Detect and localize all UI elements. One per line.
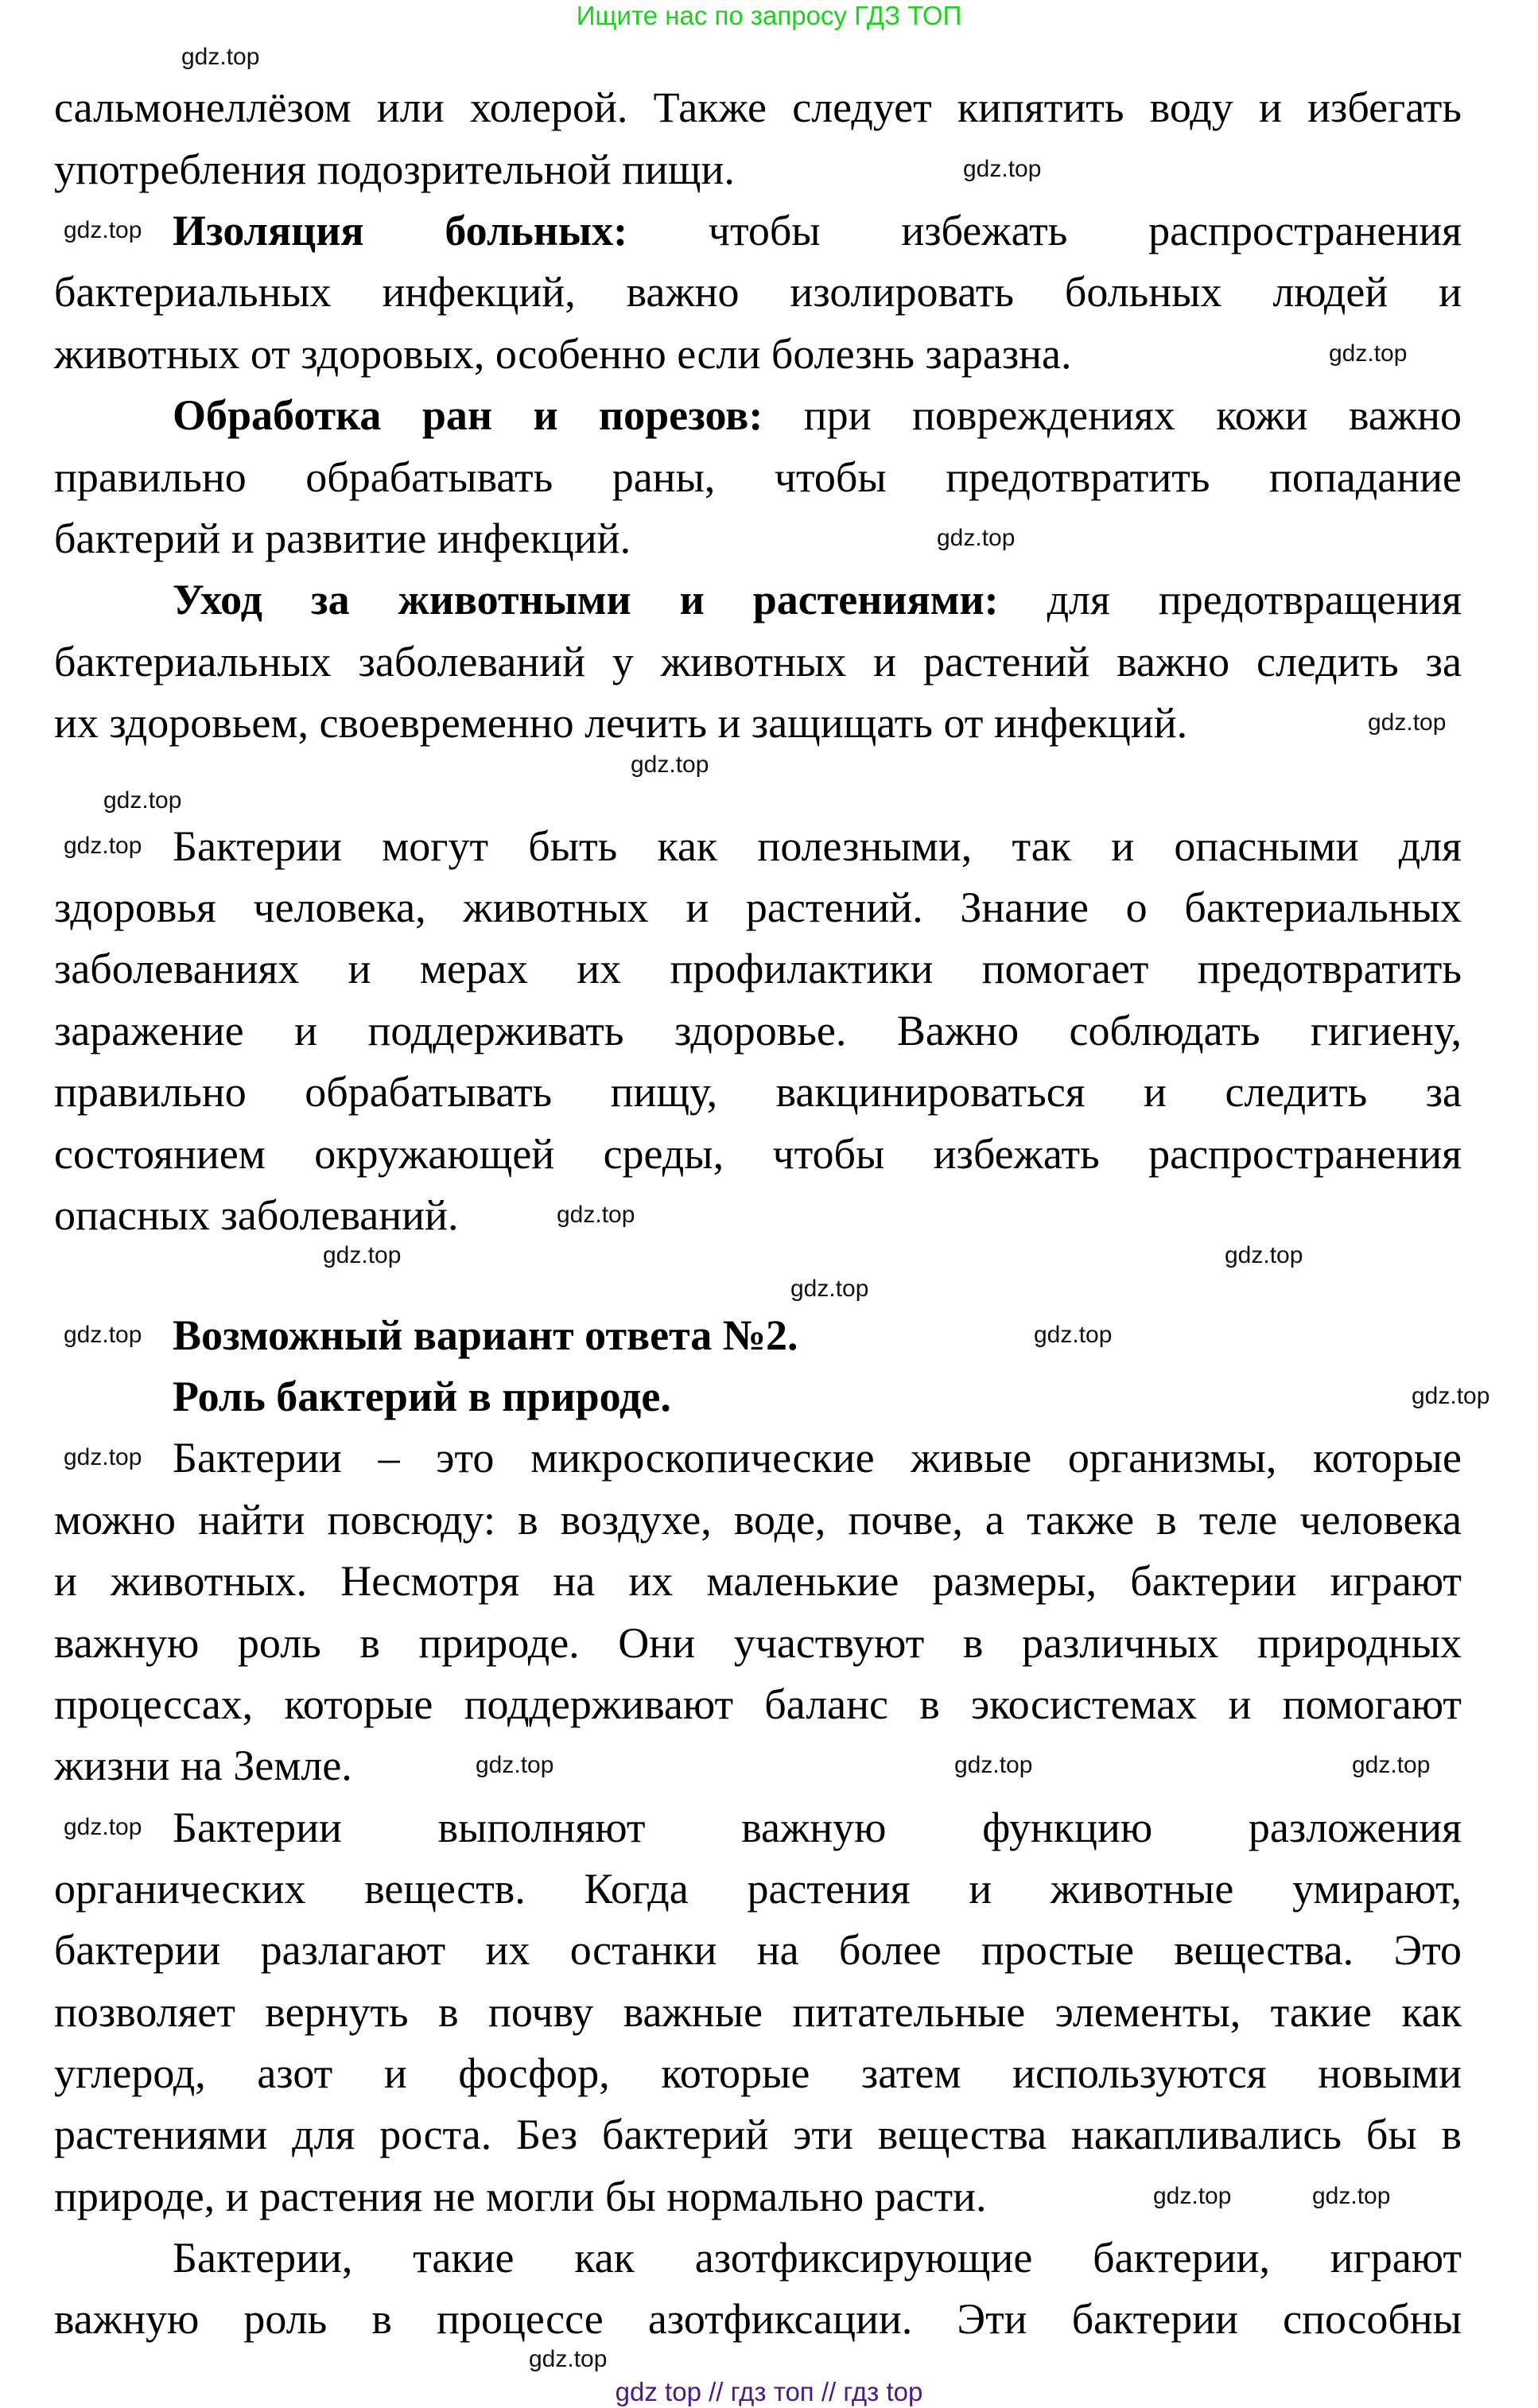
- watermark: gdz.top: [1225, 1242, 1303, 1268]
- text-line: [54, 1496, 1462, 1544]
- text-run: при повреждениях кожи важно: [763, 391, 1462, 439]
- text-line: [54, 2173, 1462, 2220]
- text-line: [54, 1619, 1462, 1667]
- watermark: gdz.top: [1034, 1322, 1113, 1348]
- bold-term: Возможный вариант ответа №2.: [173, 1311, 798, 1359]
- text-run: жизни на Земле.: [54, 1742, 352, 1789]
- text-line: [54, 330, 1462, 378]
- text-run: бактерии разлагают их останки на более простые вещества. Это: [54, 1926, 1462, 1974]
- watermark: gdz.top: [937, 525, 1016, 551]
- text-line: [54, 638, 1462, 686]
- text-run: употребления подозрительной пищи.: [54, 146, 735, 193]
- text-line: [54, 84, 1462, 131]
- watermark: gdz.top: [64, 833, 142, 859]
- text-line: [54, 1007, 1462, 1054]
- text-line: [54, 1680, 1462, 1728]
- text-run: Бактерии выполняют важную функцию разложения: [173, 1804, 1462, 1851]
- watermark: gdz.top: [557, 1202, 635, 1228]
- text-line: [173, 822, 1462, 870]
- watermark: gdz.top: [64, 1444, 142, 1470]
- site-footer: gdz top // гдз топ // гдз top: [615, 2377, 923, 2406]
- text-line: [54, 146, 1462, 193]
- text-run: органических веществ. Когда растения и животные умирают,: [54, 1865, 1462, 1913]
- watermark: gdz.top: [963, 156, 1042, 182]
- text-line: [54, 1742, 1462, 1789]
- watermark: gdz.top: [1368, 709, 1447, 736]
- text-line: [173, 391, 1462, 439]
- text-run: важную роль в процессе азотфиксации. Эти бактерии способны: [54, 2295, 1462, 2343]
- bold-term: Роль бактерий в природе.: [173, 1373, 671, 1420]
- watermark: gdz.top: [64, 1322, 142, 1348]
- text-run: растениями для роста. Без бактерий эти вещества накапливались бы в: [54, 2111, 1462, 2158]
- text-run: заражение и поддерживать здоровье. Важно соблюдать гигиену,: [54, 1007, 1462, 1054]
- bold-term: Уход за животными и растениями:: [173, 576, 999, 623]
- text-line: [54, 2295, 1462, 2343]
- text-line: [173, 2234, 1462, 2282]
- text-run: Бактерии могут быть как полезными, так и опасными для: [173, 822, 1462, 870]
- text-run: природе, и растения не могли бы нормально расти.: [54, 2173, 987, 2220]
- watermark: gdz.top: [1352, 1752, 1431, 1778]
- watermark: gdz.top: [64, 217, 142, 243]
- text-line: [54, 945, 1462, 992]
- text-run: для предотвращения: [998, 576, 1462, 623]
- text-run: Бактерии, такие как азотфиксирующие бактерии, играют: [173, 2234, 1462, 2282]
- text-line: [54, 2111, 1462, 2158]
- text-run: позволяет вернуть в почву важные питательные элементы, такие как: [54, 1988, 1462, 2036]
- text-line: [54, 1926, 1462, 1974]
- text-line: [54, 1988, 1462, 2036]
- watermark: gdz.top: [790, 1276, 869, 1302]
- watermark: gdz.top: [103, 787, 182, 814]
- watermark: gdz.top: [1153, 2183, 1232, 2209]
- watermark: gdz.top: [529, 2346, 608, 2372]
- text-line: [54, 699, 1462, 747]
- text-run: опасных заболеваний.: [54, 1191, 459, 1239]
- watermark: gdz.top: [64, 1814, 142, 1840]
- text-run: бактериальных заболеваний у животных и растений важно следить за: [54, 638, 1462, 686]
- text-run: заболеваниях и мерах их профилактики помогает предотвратить: [54, 945, 1462, 992]
- text-run: их здоровьем, своевременно лечить и защищать от инфекций.: [54, 699, 1188, 747]
- watermark: gdz.top: [1412, 1383, 1490, 1409]
- text-line: [54, 1557, 1462, 1605]
- text-line: [173, 1434, 1462, 1482]
- text-line: [173, 576, 1462, 623]
- bold-term: Изоляция больных:: [173, 207, 628, 254]
- text-run: углерод, азот и фосфор, которые затем используются новыми: [54, 2049, 1462, 2097]
- text-run: правильно обрабатывать пищу, вакцинироваться и следить за: [54, 1068, 1462, 1116]
- text-run: состоянием окружающей среды, чтобы избежать распространения: [54, 1130, 1462, 1178]
- text-run: правильно обрабатывать раны, чтобы предотвратить попадание: [54, 453, 1462, 501]
- text-line: [173, 1804, 1462, 1851]
- text-run: бактерий и развитие инфекций.: [54, 515, 631, 562]
- text-line: [54, 1865, 1462, 1913]
- text-line: [54, 884, 1462, 931]
- search-promo-header: Ищите нас по запросу ГДЗ ТОП: [576, 1, 962, 30]
- watermark: gdz.top: [323, 1242, 402, 1268]
- watermark: gdz.top: [1329, 340, 1408, 367]
- text-run: важную роль в природе. Они участвуют в различных природных: [54, 1619, 1462, 1667]
- text-run: бактериальных инфекций, важно изолировать больных людей и: [54, 268, 1462, 316]
- text-line: [54, 1191, 1462, 1239]
- text-line: [54, 2049, 1462, 2097]
- watermark: gdz.top: [631, 752, 709, 778]
- watermark: gdz.top: [181, 44, 260, 70]
- text-line: [54, 268, 1462, 316]
- text-run: процессах, которые поддерживают баланс в экосистемах и помогают: [54, 1680, 1462, 1728]
- watermark: gdz.top: [1312, 2183, 1391, 2209]
- section-heading: [173, 1311, 1462, 1359]
- watermark: gdz.top: [954, 1752, 1033, 1778]
- bold-term: Обработка ран и порезов:: [173, 391, 763, 439]
- text-line: [54, 453, 1462, 501]
- text-run: здоровья человека, животных и растений. Знание о бактериальных: [54, 884, 1462, 931]
- text-line: [173, 207, 1462, 254]
- text-run: животных от здоровых, особенно если болезнь заразна.: [54, 330, 1072, 378]
- text-run: чтобы избежать распространения: [627, 207, 1462, 254]
- text-run: и животных. Несмотря на их маленькие размеры, бактерии играют: [54, 1557, 1462, 1605]
- section-heading: [173, 1373, 1462, 1420]
- text-line: [54, 515, 1462, 562]
- watermark: gdz.top: [476, 1752, 554, 1778]
- text-run: Бактерии – это микроскопические живые организмы, которые: [173, 1434, 1462, 1482]
- text-line: [54, 1068, 1462, 1116]
- text-run: можно найти повсюду: в воздухе, воде, почве, а также в теле человека: [54, 1496, 1462, 1544]
- text-line: [54, 1130, 1462, 1178]
- text-run: сальмонеллёзом или холерой. Также следует кипятить воду и избегать: [54, 84, 1462, 131]
